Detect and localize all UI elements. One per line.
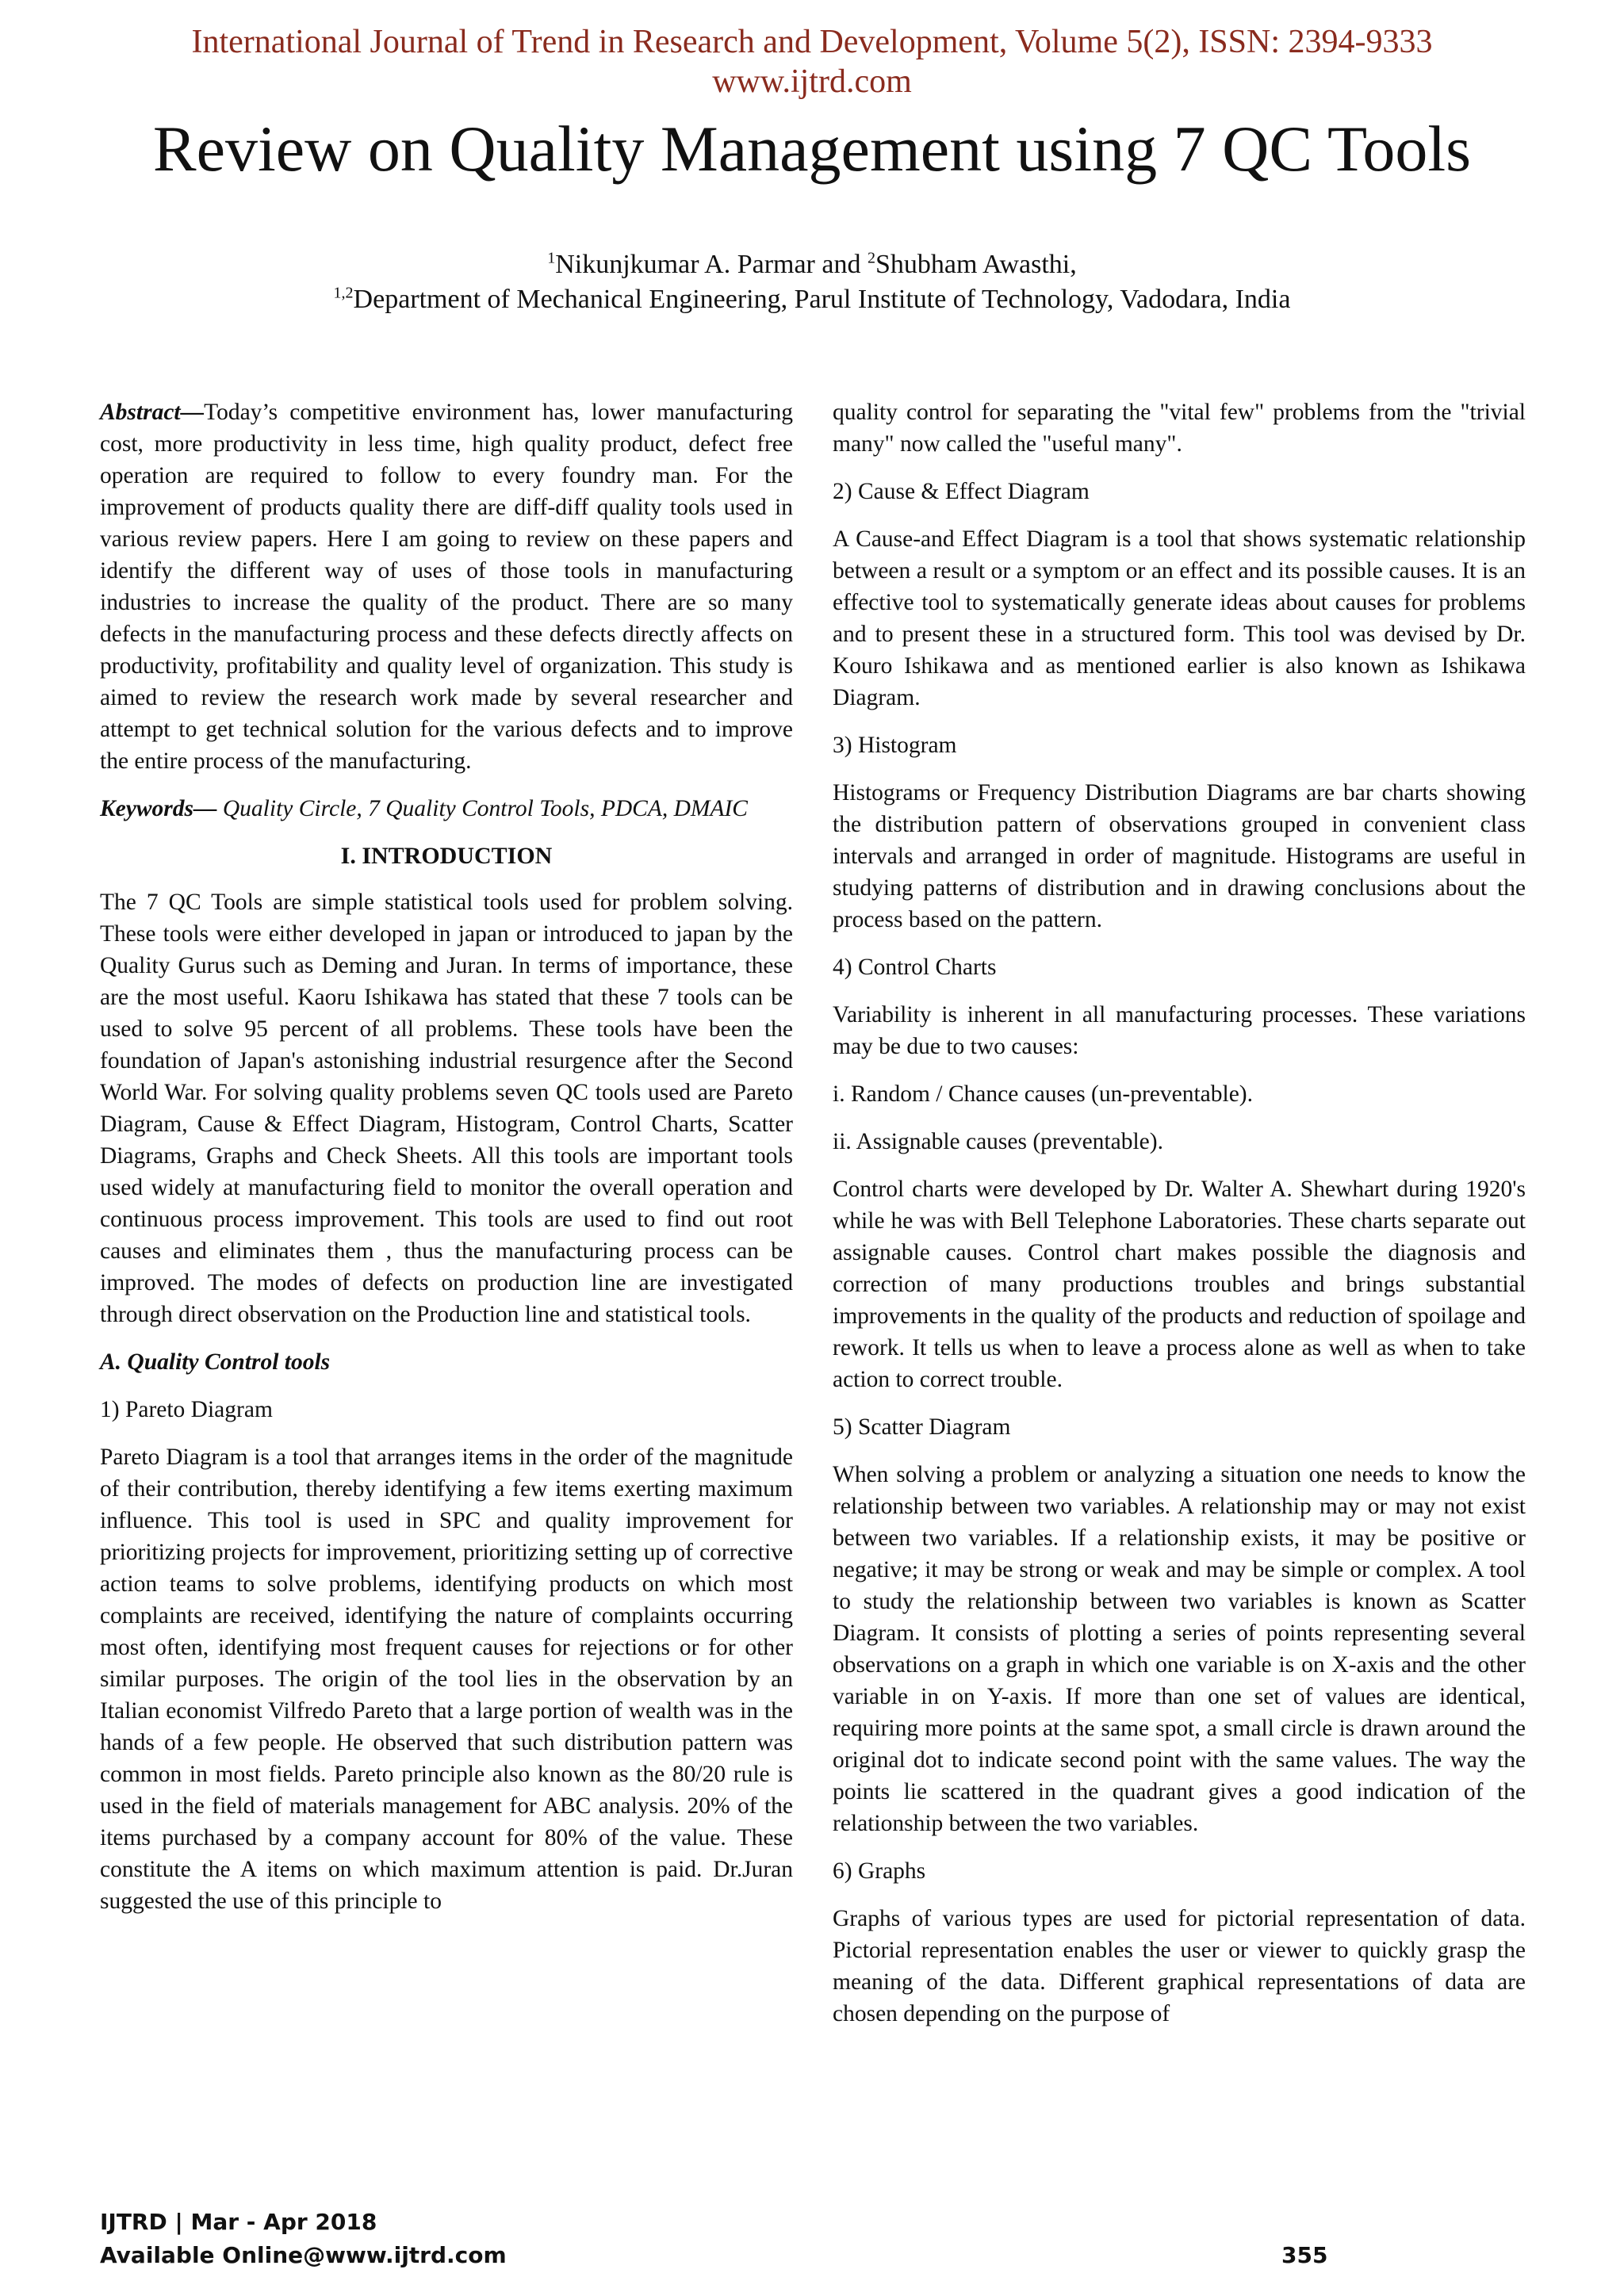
control-cause-assignable: ii. Assignable causes (preventable). — [833, 1129, 1163, 1154]
qc-tools-heading: A. Quality Control tools — [100, 1349, 331, 1375]
pareto-paragraph: Pareto Diagram is a tool that arranges items in the order of the magnitude of their contribution, thereby identifying a few items exerting maximum influence. This tool is used in SPC and quality improvement for prioritizing projects for improvement, prioritizing setting up of corrective action teams to solve problems, identifying products on which most complaints are received, identifying the nature of complaints occurring most often, identifying most frequent causes for rejections or for other similar purposes. The origin of the tool lies in the observation by an Italian economist Vilfredo Pareto that a large portion of wealth was in the hands of a few people. He observed that such distribution pattern was common in most fields. Pareto principle also known as the 80/20 rule is used in the field of materials management for ABC analysis. 20% of the items purchased by a company account for 80% of the value. These constitute the A items on which maximum attention is paid. Dr.Juran suggested the use of this principle to — [100, 1445, 793, 1914]
abstract — [100, 396, 793, 777]
author-names — [0, 247, 1624, 282]
scatter-heading: 5) Scatter Diagram — [833, 1414, 1011, 1440]
footer-issue: IJTRD | Mar - Apr 2018 — [100, 2209, 377, 2235]
journal-line: International Journal of Trend in Research and Development, Volume 5(2), ISSN: 2394-9333 — [191, 24, 1433, 60]
author2-name: Shubham Awasthi, — [875, 250, 1077, 279]
affiliation-text: Department of Mechanical Engineering, Parul Institute of Technology, Vadodara, India — [353, 285, 1291, 314]
introduction-heading: I. INTRODUCTION — [340, 843, 553, 869]
affiliation — [0, 282, 1624, 317]
footer — [100, 2206, 507, 2272]
graphs-paragraph: Graphs of various types are used for pictorial representation of data. Pictorial representation enables the user or viewer to quickly grasp the meaning of the data. Different graphical representations of data are chosen depending on the purpose of — [833, 1906, 1526, 2026]
abstract-text: Today’s competitive environment has, lower manufacturing cost, more productivity in less time, high quality product, defect free operation are required to follow to every foundry man. For the improvement of products quality there are diff-diff quality tools used in various review papers. Here I am going to review on these papers and identify the different way of uses of those tools in manufacturing industries to increase the quality of the product. There are so many defects in the manufacturing process and these defects directly affects on productivity, profitability and quality level of organization. This study is aimed to review the research work made by several researcher and attempt to get technical solution for the various defects and to improve the entire process of the manufacturing. — [100, 400, 793, 774]
keywords — [100, 793, 793, 825]
footer-available-online[interactable]: Available Online@www.ijtrd.com — [100, 2242, 507, 2268]
introduction-paragraph: The 7 QC Tools are simple statistical tools used for problem solving. These tools were either developed in japan or introduced to japan by the Quality Gurus such as Deming and Juran. In terms of importance, these are the most useful. Kaoru Ishikawa has stated that these 7 tools can be used to solve 95 percent of all problems. These tools have been the foundation of Japan's astonishing industrial resurgence after the Second World War. For solving quality problems seven QC tools used are Pareto Diagram, Cause & Effect Diagram, Histogram, Control Charts, Scatter Diagrams, Graphs and Check Sheets. All this tools are important tools used widely at manufacturing field to monitor the overall operation and continuous process improvement. This tools are used to find out root causes and eliminates them , thus the manufacturing process can be improved. The modes of defects on production line are investigated through direct observation on the Production line and statistical tools. — [100, 890, 793, 1327]
journal-website[interactable]: www.ijtrd.com — [712, 63, 912, 100]
author1-superscript: 1 — [547, 249, 556, 267]
page-number: 355 — [1281, 2242, 1328, 2268]
right-column — [833, 396, 1526, 2045]
pareto-heading: 1) Pareto Diagram — [100, 1397, 273, 1422]
author2-superscript: 2 — [867, 249, 875, 267]
pareto-paragraph-continued: quality control for separating the "vital few" problems from the "trivial many" now called the "useful many". — [833, 400, 1526, 457]
histogram-paragraph: Histograms or Frequency Distribution Diagrams are bar charts showing the distribution pattern of observations grouped in convenient class intervals and arranged in order of magnitude. Histograms are useful in studying patterns of distribution and in drawing conclusions about the process based on the pattern. — [833, 780, 1526, 932]
scatter-paragraph: When solving a problem or analyzing a situation one needs to know the relationship between two variables. A relationship may or may not exist between two variables. If a relationship exists, it may be positive or negative; it may be strong or weak and may be simple or complex. A tool to study the relationship between two variables is known as Scatter Diagram. It consists of plotting a series of points representing several observations on a graph in which one variable is on X-axis and the other variable in on Y-axis. If more than one set of values are identical, requiring more points at the same spot, a small circle is drawn around the original dot to indicate second point with the same values. The way the points lie scattered in the quadrant gives a good indication of the relationship between the two variables. — [833, 1462, 1526, 1836]
control-cause-random: i. Random / Chance causes (un-preventable). — [833, 1081, 1253, 1107]
histogram-heading: 3) Histogram — [833, 733, 957, 758]
keywords-text: Quality Circle, 7 Quality Control Tools, PDCA, DMAIC — [216, 796, 748, 821]
graphs-heading: 6) Graphs — [833, 1858, 926, 1884]
affiliation-superscript: 1,2 — [333, 284, 354, 302]
author1-name: Nikunjkumar A. Parmar and — [555, 250, 868, 279]
cause-effect-paragraph: A Cause-and Effect Diagram is a tool that shows systematic relationship between a result or a symptom or an effect and its possible causes. It is an effective tool to systematically generate ideas about causes for problems and to present these in a structured form. This tool was devised by Dr. Kouro Ishikawa and as mentioned earlier is also known as Ishikawa Diagram. — [833, 526, 1526, 710]
control-charts-intro: Variability is inherent in all manufacturing processes. These variations may be due to two causes: — [833, 1002, 1526, 1059]
keywords-label: Keywords— — [100, 796, 217, 821]
left-column — [100, 396, 793, 1933]
abstract-label: Abstract— — [100, 400, 205, 425]
author-block — [0, 247, 1624, 317]
control-charts-paragraph: Control charts were developed by Dr. Walter A. Shewhart during 1920's while he was with Bell Telephone Laboratories. These charts separate out assignable causes. Control chart makes possible the diagnosis and correction of many productions troubles and brings substantial improvements in the quality of the products and reduction of spoilage and rework. It tells us when to leave a process alone as well as when to take action to correct trouble. — [833, 1177, 1526, 1392]
journal-header — [0, 22, 1624, 101]
paper-title: Review on Quality Management using 7 QC Tools — [152, 113, 1472, 185]
cause-effect-heading: 2) Cause & Effect Diagram — [833, 479, 1090, 504]
control-charts-heading: 4) Control Charts — [833, 955, 997, 980]
